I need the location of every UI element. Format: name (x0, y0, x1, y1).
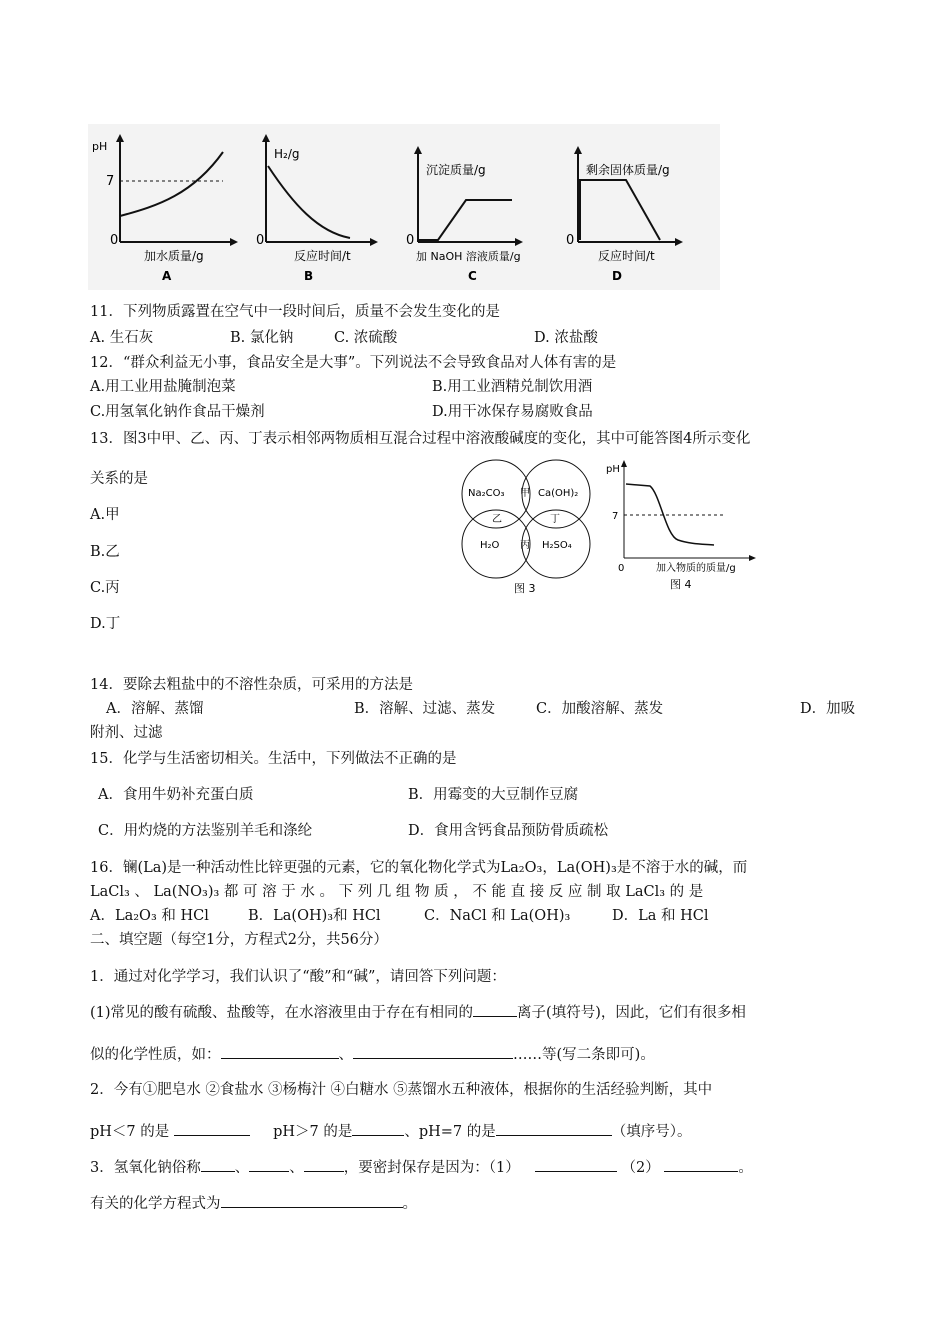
q15-option-a: A．食用牛奶补充蛋白质 (98, 787, 254, 803)
graph-b-x-label: 反应时间/t (294, 249, 351, 263)
q13-stem-line1: 13．图3中甲、乙、丙、丁表示相邻两物质相互混合过程中溶液酸碱度的变化，其中可能答图4所示变化 (90, 431, 751, 447)
fill3-blank-name-2[interactable] (249, 1157, 289, 1172)
graph-c-id: C (468, 269, 477, 283)
section2-title: 二、填空题（每空1分，方程式2分，共56分） (90, 932, 388, 948)
figure-3-venn (456, 456, 598, 598)
graph-a-origin: 0 (110, 233, 119, 248)
graph-c-origin: 0 (406, 233, 415, 248)
fill3-blank-name-1[interactable] (201, 1157, 235, 1172)
fill3-text-end: 。 (402, 1196, 417, 1212)
graph-a-tick-7: 7 (106, 174, 115, 189)
q16-option-b: B．La(OH)₃和 HCl (248, 908, 381, 924)
fill3-blank-name-3[interactable] (304, 1157, 344, 1172)
graphs-figure (88, 124, 720, 290)
q12-option-a: A.用工业用盐腌制泡菜 (90, 379, 236, 395)
fig4-origin: 0 (618, 563, 625, 574)
graph-b-y-label: H₂/g (274, 147, 300, 161)
fig4-tick-7: 7 (612, 511, 619, 522)
fill2-text-ph-lt7: pH＜7 的是 (90, 1124, 170, 1140)
q14-stem: 14．要除去粗盐中的不溶性杂质，可采用的方法是 (90, 677, 413, 693)
fill1-line3-sep: 、 (338, 1047, 353, 1063)
fill1-line2-text-a: (1)常见的酸有硫酸、盐酸等，在水溶液里由于存在有相同的 (90, 1005, 474, 1021)
fill2-text-ph-gt7: pH＞7 的是 (273, 1124, 353, 1140)
fill2-blank-ph-eq7[interactable] (496, 1121, 612, 1136)
graph-a-id: A (162, 269, 172, 283)
q16-line1: 16．镧(La)是一种活动性比锌更强的元素，它的氧化物化学式为La₂O₃，La(OH)₃是不溶于水的碱，而 (90, 860, 748, 876)
fig4-x-label: 加入物质的质量/g (656, 563, 736, 574)
fig3-overlap-bing: 丙 (520, 540, 530, 551)
q14-option-d-cont: 附剂、过滤 (90, 725, 163, 741)
fig4-caption: 图 4 (670, 578, 692, 591)
q11-option-b: B. 氯化钠 (230, 330, 294, 346)
q15-option-c: C．用灼烧的方法鉴别羊毛和涤纶 (98, 823, 313, 839)
fill1-line3 (90, 1043, 655, 1064)
fig3-overlap-jia: 甲 (520, 488, 530, 499)
q11-option-d: D. 浓盐酸 (534, 330, 598, 346)
fill1-blank-ion[interactable] (473, 1002, 517, 1017)
q14-option-c: C．加酸溶解、蒸发 (536, 701, 664, 717)
fill1-line3-text-a: 似的化学性质，如： (90, 1047, 221, 1063)
q14-option-b: B．溶解、过滤、蒸发 (354, 701, 496, 717)
fill1-blank-property-2[interactable] (353, 1044, 513, 1059)
q13-option-c: C.丙 (90, 580, 120, 596)
graph-b-origin: 0 (256, 233, 265, 248)
fig3-circle-h2o: H₂O (480, 540, 500, 551)
graph-d-origin: 0 (566, 233, 575, 248)
fill3-sep-2: 、 (289, 1160, 304, 1176)
q12-option-b: B.用工业酒精兑制饮用酒 (432, 379, 593, 395)
fig4-y-label: pH (606, 464, 620, 475)
fill1-line3-text-c: ……等(写二条即可)。 (513, 1047, 655, 1063)
graph-c-y-label: 沉淀质量/g (426, 163, 486, 177)
fill3-line1 (90, 1156, 753, 1177)
q14-option-a: A．溶解、蒸馏 (106, 701, 204, 717)
q12-option-d: D.用干冰保存易腐败食品 (432, 404, 593, 420)
q11-option-a: A. 生石灰 (90, 330, 154, 346)
fill2-line1: 2．今有①肥皂水 ②食盐水 ③杨梅汁 ④白糖水 ⑤蒸馏水五种液体，根据你的生活经验判断，其中 (90, 1082, 713, 1098)
fig3-circle-caoh2: Ca(OH)₂ (538, 488, 579, 499)
fig3-overlap-yi: 乙 (492, 514, 502, 525)
q13-option-d: D.丁 (90, 616, 121, 632)
q16-option-a: A．La₂O₃ 和 HCl (90, 908, 209, 924)
fill3-text-b: ，要密封保存是因为：（1） (343, 1160, 520, 1176)
q16-line2: LaCl₃ 、 La(NO₃)₃ 都 可 溶 于 水 。 下 列 几 组 物 质 ， 不 能 直 接 反 应 制 取 LaCl₃ 的 是 (90, 884, 704, 900)
graph-a-y-label: pH (92, 140, 108, 153)
fill3-line2 (90, 1192, 417, 1213)
fill2-blank-ph-gt7[interactable] (352, 1121, 404, 1136)
graph-a-x-label: 加水质量/g (144, 249, 204, 263)
q16-option-d: D．La 和 HCl (612, 908, 709, 924)
fill3-blank-equation[interactable] (221, 1193, 403, 1208)
fill3-text-a: 3．氢氧化钠俗称 (90, 1160, 201, 1176)
fill2-line2 (90, 1120, 692, 1141)
graph-d-x-label: 反应时间/t (598, 249, 655, 263)
fill3-text-eq: 有关的化学方程式为 (90, 1196, 221, 1212)
graph-d-y-label: 剩余固体质量/g (586, 163, 670, 177)
fig3-circle-h2so4: H₂SO₄ (542, 540, 572, 551)
q12-stem: 12．“群众利益无小事，食品安全是大事”。下列说法不会导致食品对人体有害的是 (90, 355, 617, 371)
fill1-blank-property-1[interactable] (221, 1044, 339, 1059)
fill2-text-end: （填序号）。 (611, 1124, 692, 1140)
q16-option-c: C．NaCl 和 La(OH)₃ (424, 908, 571, 924)
q15-option-d: D．食用含钙食品预防骨质疏松 (408, 823, 609, 839)
fill2-blank-ph-lt7[interactable] (174, 1121, 250, 1136)
q14-option-d: D．加吸 (800, 701, 856, 717)
fill1-line1: 1．通过对化学学习，我们认识了“酸”和“碱”，请回答下列问题： (90, 969, 506, 985)
fill3-text-d: 。 (738, 1160, 753, 1176)
fill3-sep-1: 、 (234, 1160, 250, 1176)
q15-option-b: B．用霉变的大豆制作豆腐 (408, 787, 579, 803)
fill1-line2-text-b: 离子(填符号)，因此，它们有很多相 (517, 1005, 746, 1021)
graph-b-id: B (304, 269, 314, 283)
fill1-line2 (90, 1001, 746, 1022)
q13-option-a: A.甲 (90, 507, 120, 523)
graph-d-id: D (612, 269, 622, 283)
fill3-blank-reason-1[interactable] (535, 1157, 617, 1172)
q11-option-c: C. 浓硫酸 (334, 330, 398, 346)
fig3-caption: 图 3 (514, 582, 536, 595)
fig3-circle-na2co3: Na₂CO₃ (468, 488, 505, 499)
q11-stem: 11．下列物质露置在空气中一段时间后，质量不会发生变化的是 (90, 304, 500, 320)
fill3-text-c: （2） (621, 1160, 660, 1176)
fill2-text-ph-eq7: 、pH=7 的是 (404, 1124, 496, 1140)
q12-option-c: C.用氢氧化钠作食品干燥剂 (90, 404, 265, 420)
q13-option-b: B.乙 (90, 544, 120, 560)
q13-stem-line2: 关系的是 (90, 471, 148, 487)
fig3-overlap-ding: 丁 (550, 514, 560, 525)
fill3-blank-reason-2[interactable] (664, 1157, 738, 1172)
figure-4-ph-curve (604, 458, 760, 598)
graph-c-x-label: 加 NaOH 溶液质量/g (416, 250, 521, 263)
q15-stem: 15．化学与生活密切相关。生活中，下列做法不正确的是 (90, 751, 457, 767)
